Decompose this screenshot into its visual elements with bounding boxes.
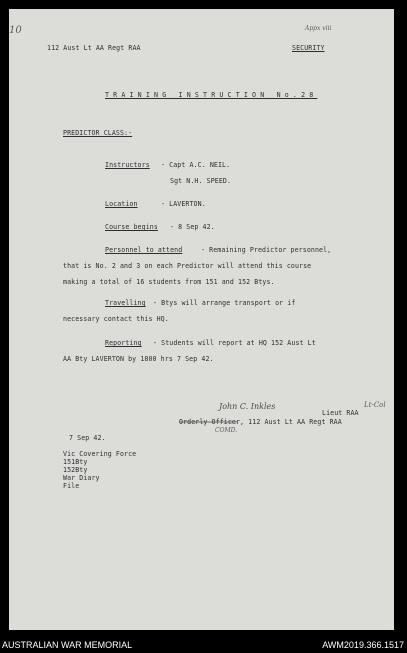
footer-institution: AUSTRALIAN WAR MEMORIAL [2, 640, 133, 650]
location-label: Location [105, 200, 138, 208]
document-page [9, 9, 394, 630]
travelling-line-2: necessary contact this HQ. [63, 315, 169, 323]
distribution-item: War Diary [63, 474, 100, 482]
reporting-label: Reporting [105, 339, 142, 347]
distribution-item: File [63, 482, 80, 490]
header-unit: 112 Aust Lt AA Regt RAA [47, 44, 141, 52]
distribution-item: Vic Covering Force [63, 450, 137, 458]
footer-bar [0, 637, 407, 653]
handwritten-side-note: Lt-Col [364, 401, 386, 409]
comd-note: COMD. [215, 427, 238, 434]
distribution-list [63, 450, 136, 490]
course-begins-value: - 8 Sep 42. [170, 223, 215, 231]
issue-date: 7 Sep 42. [69, 434, 106, 442]
signature: John C. Inkles [219, 402, 276, 411]
reporting-line-1: - Students will report at HQ 152 Aust Lt [153, 339, 316, 347]
instructors-line-2: Sgt N.H. SPEED. [170, 177, 232, 185]
distribution-item: 152Bty [63, 466, 88, 474]
personnel-line-2: that is No. 2 and 3 on each Predictor will attend this course [63, 262, 312, 270]
instructors-label: Instructors [105, 161, 150, 169]
course-begins-label: Course begins [105, 223, 158, 231]
location-value: - LAVERTON. [161, 200, 206, 208]
travelling-line-1: - Btys will arrange transport or if [153, 299, 296, 307]
footer-reference-id: AWM2019.366.1517 [322, 640, 404, 650]
top-handwritten-note: Appx viii [305, 25, 332, 32]
personnel-line-1: - Remaining Predictor personnel, [201, 246, 332, 254]
instructors-line-1: - Capt A.C. NEIL. [161, 161, 231, 169]
personnel-line-3: making a total of 16 students from 151 and 152 Btys. [63, 278, 275, 286]
strikethrough-line [179, 420, 239, 424]
travelling-label: Travelling [105, 299, 146, 307]
reporting-line-2: AA Bty LAVERTON by 1800 hrs 7 Sep 42. [63, 355, 214, 363]
section-heading: PREDICTOR CLASS:- [63, 129, 133, 137]
signatory-rank: Lieut RAA [322, 409, 359, 417]
personnel-label: Personnel to attend [105, 246, 183, 254]
corner-mark: 10 [9, 25, 22, 36]
signatory-line-2: Orderly Officer, 112 Aust Lt AA Regt RAA [179, 418, 342, 426]
distribution-item: 151Bty [63, 458, 88, 466]
document-title: TRAINING INSTRUCTION No.28 [105, 91, 318, 99]
classification-label: SECURITY [292, 44, 325, 52]
